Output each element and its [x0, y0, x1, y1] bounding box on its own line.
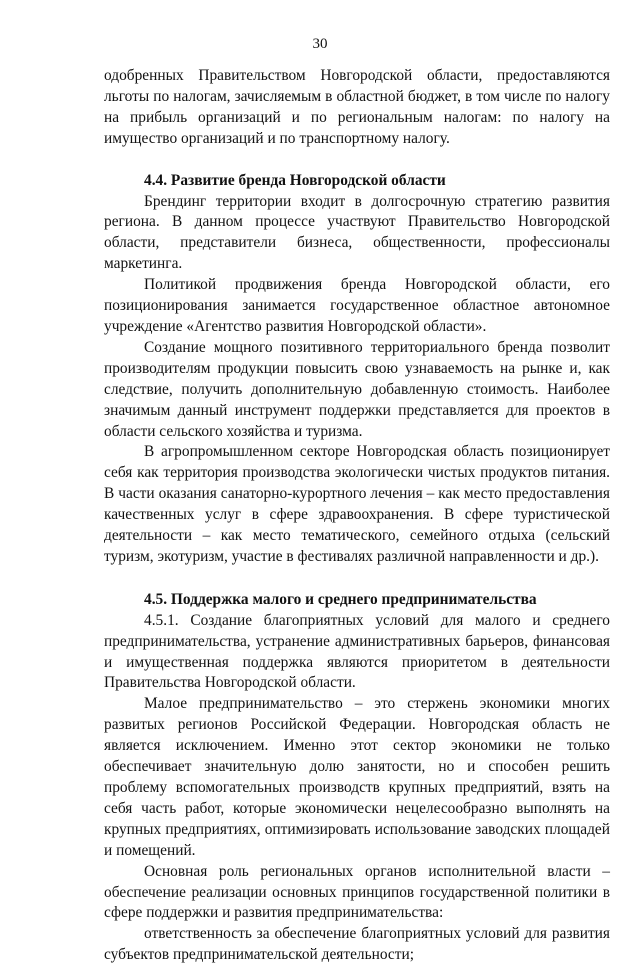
- section-brand: [104, 171, 610, 568]
- sme-paragraph: ответственность за обеспечение благоприятных условий для развития субъектов предпринимательской деятельности;: [104, 925, 610, 964]
- brand-paragraph: Политикой продвижения бренда Новгородской области, его позиционирования занимается государственное областное автономное учреждение «Агентство развития Новгородской области».: [104, 276, 610, 335]
- section-sme-support: [104, 590, 610, 966]
- brand-paragraph: Брендинг территории входит в долгосрочную стратегию развития региона. В данном процессе участвуют Правительство Новгородской области, представители бизнеса, общественности, профессионалы маркетинга.: [104, 192, 610, 273]
- brand-paragraph: Создание мощного позитивного территориального бренда позволит производителям продукции повысить свою узнаваемость на рынке и, как следствие, получить дополнительную добавленную стоимость. Наиболее значимым данный инструмент поддержки представляется для проектов в области сельского хозяйства и туризма.: [104, 338, 610, 440]
- intro-paragraph: одобренных Правительством Новгородской области, предоставляются льготы по налогам, зачисляемым в областной бюджет, в том числе по налогу на прибыль организаций и по региональным налогам: по налогу на имущество организаций и по транспортному налогу.: [104, 67, 610, 147]
- section-heading-brand: 4.4. Развитие бренда Новгородской области: [144, 171, 446, 189]
- sme-paragraph: Малое предпринимательство – это стержень экономики многих развитых регионов Российской Федерации. Новгородская область не является исключением. Именно этот сектор экономики не только обеспечивает значительную долю занятости, но и способен решить проблему вспомогательных производств крупных предприятий, взять на себя часть работ, которые экономически нецелесообразно выполнять на крупных предприятиях, оптимизировать использование заводских площадей и помещений.: [104, 695, 610, 859]
- brand-paragraph: В агропромышленном секторе Новгородская область позиционирует себя как территория производства экологически чистых продуктов питания. В части оказания санаторно-курортного лечения – как место предоставления качественных услуг в сфере здравоохранения. В сфере туристической деятельности – как место тематического, семейного отдыха (сельский туризм, экотуризм, участие в фестивалях различной направленности и др.).: [104, 443, 610, 565]
- document-body: [104, 66, 610, 966]
- section-gap: [104, 568, 610, 590]
- sme-paragraph: 4.5.1. Создание благоприятных условий для малого и среднего предпринимательства, устранение административных барьеров, финансовая и имущественная поддержка являются приоритетом в деятельности Правительства Новгородской области.: [104, 611, 610, 692]
- page-number: 30: [312, 36, 328, 52]
- section-gap: [104, 150, 610, 171]
- section-heading-sme-support: 4.5. Поддержка малого и среднего предпринимательства: [144, 590, 537, 608]
- sme-paragraph: Основная роль региональных органов исполнительной власти – обеспечение реализации основных принципов государственной политики в сфере поддержки и развития предпринимательства:: [104, 862, 610, 922]
